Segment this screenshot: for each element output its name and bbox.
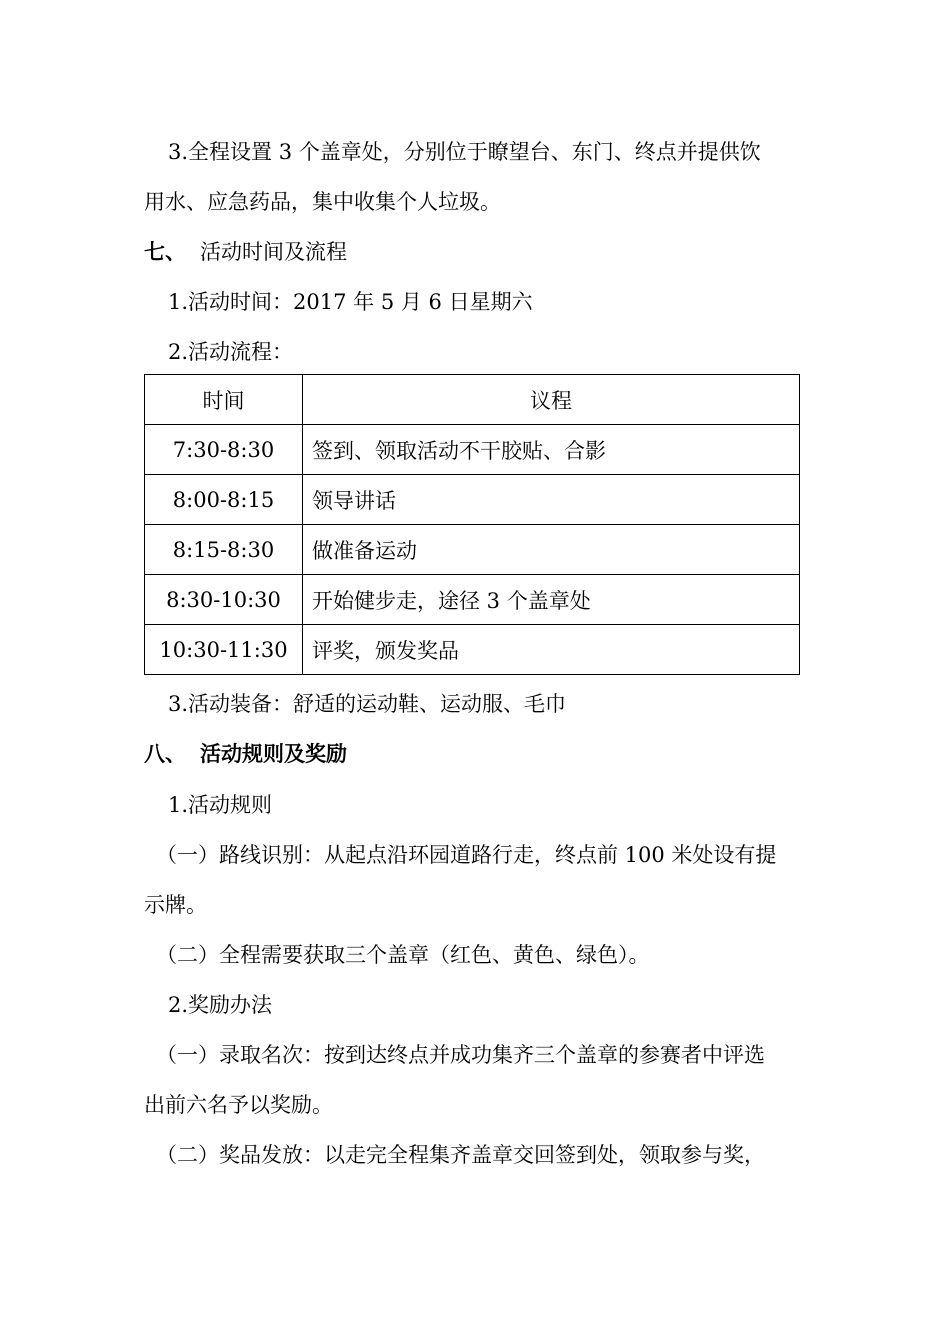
- rule-1-line2: 示牌。: [144, 893, 207, 917]
- reward-1-line2: 出前六名予以奖励。: [144, 1093, 333, 1117]
- section-7-heading: [144, 239, 347, 265]
- agenda-item-cell: 做准备运动: [303, 525, 800, 575]
- agenda-item-cell: 签到、领取活动不干胶贴、合影: [303, 425, 800, 475]
- rules-subheading: 1.活动规则: [168, 793, 273, 817]
- paragraph-stamp-points-line2: 用水、应急药品，集中收集个人垃圾。: [144, 190, 501, 214]
- section-8-title: 活动规则及奖励: [200, 741, 347, 766]
- section-7-title: 活动时间及流程: [200, 240, 347, 264]
- agenda-time-cell: 8:00-8:15: [145, 475, 303, 525]
- activity-equipment: 3.活动装备：舒适的运动鞋、运动服、毛巾: [168, 692, 567, 716]
- reward-subheading: 2.奖励办法: [168, 993, 273, 1017]
- table-row: [145, 575, 800, 625]
- agenda-item-cell: 开始健步走，途径 3 个盖章处: [303, 575, 800, 625]
- paragraph-stamp-points-line1: 3.全程设置 3 个盖章处，分别位于瞭望台、东门、终点并提供饮: [168, 140, 761, 164]
- agenda-time-cell: 10:30-11:30: [145, 625, 303, 675]
- reward-1-line1: （一）录取名次：按到达终点并成功集齐三个盖章的参赛者中评选: [156, 1043, 765, 1067]
- agenda-time-cell: 8:15-8:30: [145, 525, 303, 575]
- agenda-time-cell: 7:30-8:30: [145, 425, 303, 475]
- agenda-header-item: 议程: [303, 375, 800, 425]
- table-row: [145, 425, 800, 475]
- agenda-table: [144, 374, 800, 675]
- table-row: [145, 475, 800, 525]
- section-8-number: 八、: [144, 741, 186, 766]
- table-row: [145, 525, 800, 575]
- rule-2: （二）全程需要获取三个盖章（红色、黄色、绿色）。: [156, 943, 650, 967]
- activity-time: 1.活动时间：2017 年 5 月 6 日星期六: [168, 290, 533, 314]
- agenda-time-cell: 8:30-10:30: [145, 575, 303, 625]
- rule-1-line1: （一）路线识别：从起点沿环园道路行走，终点前 100 米处设有提: [156, 843, 777, 867]
- reward-2-line1: （二）奖品发放：以走完全程集齐盖章交回签到处，领取参与奖，: [156, 1143, 765, 1167]
- activity-flow-label: 2.活动流程：: [168, 340, 294, 364]
- agenda-item-cell: 评奖，颁发奖品: [303, 625, 800, 675]
- table-row: [145, 625, 800, 675]
- section-7-number: 七、: [144, 239, 186, 264]
- section-8-heading: [144, 741, 347, 767]
- agenda-header-time: 时间: [145, 375, 303, 425]
- agenda-item-cell: 领导讲话: [303, 475, 800, 525]
- agenda-header-row: [145, 375, 800, 425]
